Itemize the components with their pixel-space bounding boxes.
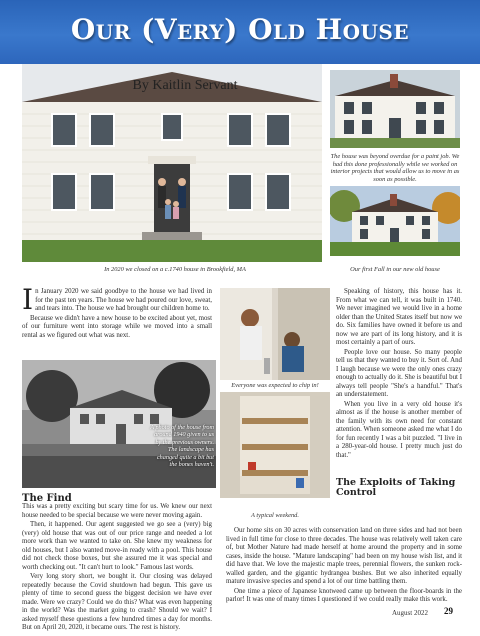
the-find-text (22, 503, 212, 634)
shelf-project-photo (220, 392, 330, 498)
issue-date: August 2022 (392, 609, 428, 617)
intro-paragraph-1: n January 2020 we said goodbye to the house we had lived in for the past ten years. The house we had poured our love, sweat, and tears into. The house we had brought our children home to. (35, 288, 212, 312)
history-paragraph-1: Speaking of history, this house has it. From what we can tell, it was built in 1740. We never imagined we would live in a home older than the United States itself but now we do. Six families have owned it before us and now we are part of its long history, and it is most certainly a part of ours. (336, 288, 462, 346)
kids-photo-caption: Everyone was expected to chip in! (231, 382, 319, 389)
find-paragraph-3: Very long story short, we bought it. Our closing was delayed repeatedly because the Covid shutdown had begun. This gave us plenty of time to second guess the biggest decision we have ever made. Were we crazy? Could we do this? What was even happening in the world? Was the market going to crash? Should we wait? I asked myself these questions a few hundred times a day for months. But on April 20, 2020, it became ours. The rest is history. (22, 573, 212, 631)
painted-house-caption: The house was beyond overdue for a paint job. We had this done professionally while we worked on interior projects that would allow us to move in as soon as possible. (330, 153, 460, 183)
exploits-text (226, 527, 462, 606)
history-paragraph-2: People love our house. So many people tell us that they wanted to buy it. Sort of. And I laugh because we were the only ones crazy enough to actually do it. She is beautiful but I always tell people "She's a handful." That's an understatement. (336, 348, 462, 398)
main-house-caption: In 2020 we closed on a c.1740 house in Brookfield, MA (104, 266, 246, 273)
intro-text (22, 283, 212, 341)
vintage-photo-caption: A photo of the house from around 1940 given to us by the previous owners. The landscape has changed quite a bit but the bones haven't. (150, 424, 214, 469)
find-paragraph-1: This was a pretty exciting but scary time for us. We knew our next house needed to be special because we were never moving again. (22, 503, 212, 519)
section-heading-the-find: The Find (22, 493, 72, 504)
shelf-photo-caption: A typical weekend. (251, 512, 299, 519)
page-number: 29 (444, 606, 453, 616)
byline: By Kaitlin Servant (132, 78, 238, 93)
page-title: Our (Very) Old House (70, 13, 410, 46)
section-heading-exploits: The Exploits of Taking Control (336, 477, 456, 498)
fall-house-caption: Our first Fall in our new old house (350, 266, 440, 273)
kids-painting-photo (220, 288, 330, 380)
exploits-paragraph-2: One time a piece of Japanese knotweed came up between the floor-boards in the parlor! It was one of many times I questioned if we could really make this work. (226, 587, 462, 603)
exploits-paragraph-1: Our home sits on 30 acres with conservation land on three sides and had not been lived in full time for close to three decades. The house was relatively well taken care of, but Mother Nature had made herself at home around the property and in some cases, inside the house. "Mature landscaping" had been on my house wish list, and it did have that. We love the majestic maple trees, perennial flowers, the sunken rock-walled garden, and the gigantic hydrangea bushes. But we also inherited equally mature invasive species and spend a lot of our time battling them. (226, 527, 462, 585)
fall-house-photo (330, 186, 460, 256)
history-paragraph-3: When you live in a very old house it's almost as if the house is another member of the family with its own need for constant attention. When someone asked me what I do for fun recently I was a bit puzzled. "I live in a 280-year-old house. I pretty much just do that." (336, 400, 462, 459)
intro-paragraph-2: Because we didn't have a new house to be excited about yet, most of our furniture went into storage while we moved into a small rental as we figured out what was next. (22, 314, 212, 339)
history-text (336, 288, 462, 461)
find-paragraph-2: Then, it happened. Our agent suggested we go see a (very) big (very) old house that was out of our price range and needed a lot more work than we wanted to take on. She knew my weakness for old houses, but I also wanted move-in ready with a pool. This house did not check those boxes, but she assured me it was special and worth checking out. "It can't hurt to look." Famous last words. (22, 521, 212, 571)
drop-cap: I (22, 283, 34, 316)
painted-house-photo (330, 70, 460, 148)
